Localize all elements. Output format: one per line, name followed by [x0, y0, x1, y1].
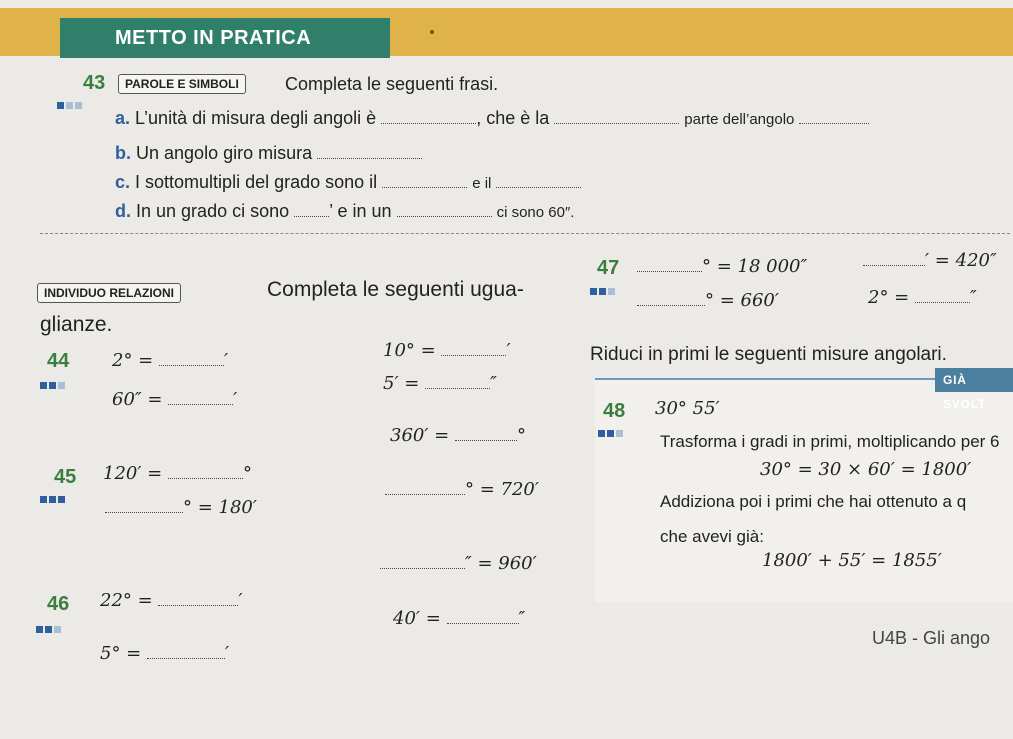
- ex48-step2b: che avevi già:: [660, 527, 764, 546]
- ex47-item-3: ° = 660′: [637, 290, 779, 311]
- ex47-item-1: ° = 18 000″: [637, 256, 807, 277]
- ex44-item-3: 10° = ′: [383, 340, 511, 361]
- exercise-44-number: 44: [47, 350, 70, 372]
- worked-example-badge: GIÀ SVOLT: [935, 368, 1013, 392]
- ex47-item-4: 2° = ″: [868, 287, 977, 308]
- exercise-43-number: 43: [83, 72, 106, 94]
- ex46-item-3: 40′ = ″: [393, 608, 526, 629]
- exercise-45-number: 45: [54, 466, 77, 488]
- section-title: METTO IN PRATICA: [60, 18, 390, 58]
- difficulty-squares: [40, 490, 67, 508]
- ex45-item-3: 360′ = °: [390, 425, 526, 446]
- ex45-item-5: ″ = 960′: [380, 553, 537, 574]
- blank[interactable]: [799, 122, 869, 124]
- ex45-item-1: 120′ = °: [103, 463, 252, 484]
- ex48-eq1: 30° = 30 × 60′ = 1800′: [760, 459, 972, 480]
- blank[interactable]: [496, 186, 581, 188]
- ex47-item-2: ′ = 420″: [863, 250, 997, 271]
- sentence-d: d. In un grado ci sono ’ e in un ci sono 60″.: [115, 201, 575, 221]
- sentence-c: c. I sottomultipli del grado sono il e il: [115, 172, 581, 193]
- sentence-a: a. L’unità di misura degli angoli è , che è la parte dell’angolo: [115, 108, 869, 129]
- ex44-item-2: 60″ = ′: [112, 389, 238, 410]
- difficulty-squares: [57, 96, 84, 114]
- blank[interactable]: [294, 215, 329, 217]
- difficulty-squares: [36, 620, 63, 638]
- banner-dot: [430, 30, 434, 34]
- section-divider: [40, 233, 1010, 234]
- exercise-43-instruction: Completa le seguenti frasi.: [285, 74, 499, 94]
- difficulty-squares: [598, 424, 625, 442]
- ex48-step2a: Addiziona poi i primi che hai ottenuto a q: [660, 492, 967, 511]
- difficulty-squares: [40, 376, 67, 394]
- blank[interactable]: [397, 215, 492, 217]
- ex46-item-1: 22° = ′: [100, 590, 243, 611]
- ex44-item-4: 5′ = ″: [383, 373, 497, 394]
- page-footer-label: U4B - Gli ango: [872, 628, 991, 648]
- ex48-step1: Trasforma i gradi in primi, moltiplicando per 6: [660, 432, 1000, 451]
- relations-instruction-line1: Completa le seguenti ugua-: [267, 278, 524, 301]
- ex45-item-2: ° = 180′: [105, 497, 257, 518]
- ex48-eq2: 1800′ + 55′ = 1855′: [762, 550, 942, 571]
- blank[interactable]: [381, 122, 476, 124]
- ex46-item-2: 5° = ′: [100, 643, 230, 664]
- blank[interactable]: [317, 157, 422, 159]
- ex45-item-4: ° = 720′: [385, 479, 539, 500]
- sentence-b: b. Un angolo giro misura: [115, 143, 422, 164]
- section-banner: [0, 8, 1013, 56]
- exercise-47-number: 47: [597, 257, 620, 279]
- ex48-header: Riduci in primi le seguenti misure angolari.: [590, 344, 947, 365]
- exercise-48-number: 48: [603, 400, 626, 422]
- ex48-value: 30° 55′: [655, 398, 720, 419]
- difficulty-squares: [590, 282, 617, 300]
- blank[interactable]: [554, 122, 679, 124]
- exercise-46-number: 46: [47, 593, 70, 615]
- relations-tag: INDIVIDUO RELAZIONI: [37, 283, 181, 303]
- ex44-item-1: 2° = ′: [112, 350, 229, 371]
- blank[interactable]: [382, 186, 467, 188]
- relations-instruction-line2: glianze.: [40, 313, 113, 336]
- exercise-43-tag: PAROLE E SIMBOLI: [118, 74, 246, 94]
